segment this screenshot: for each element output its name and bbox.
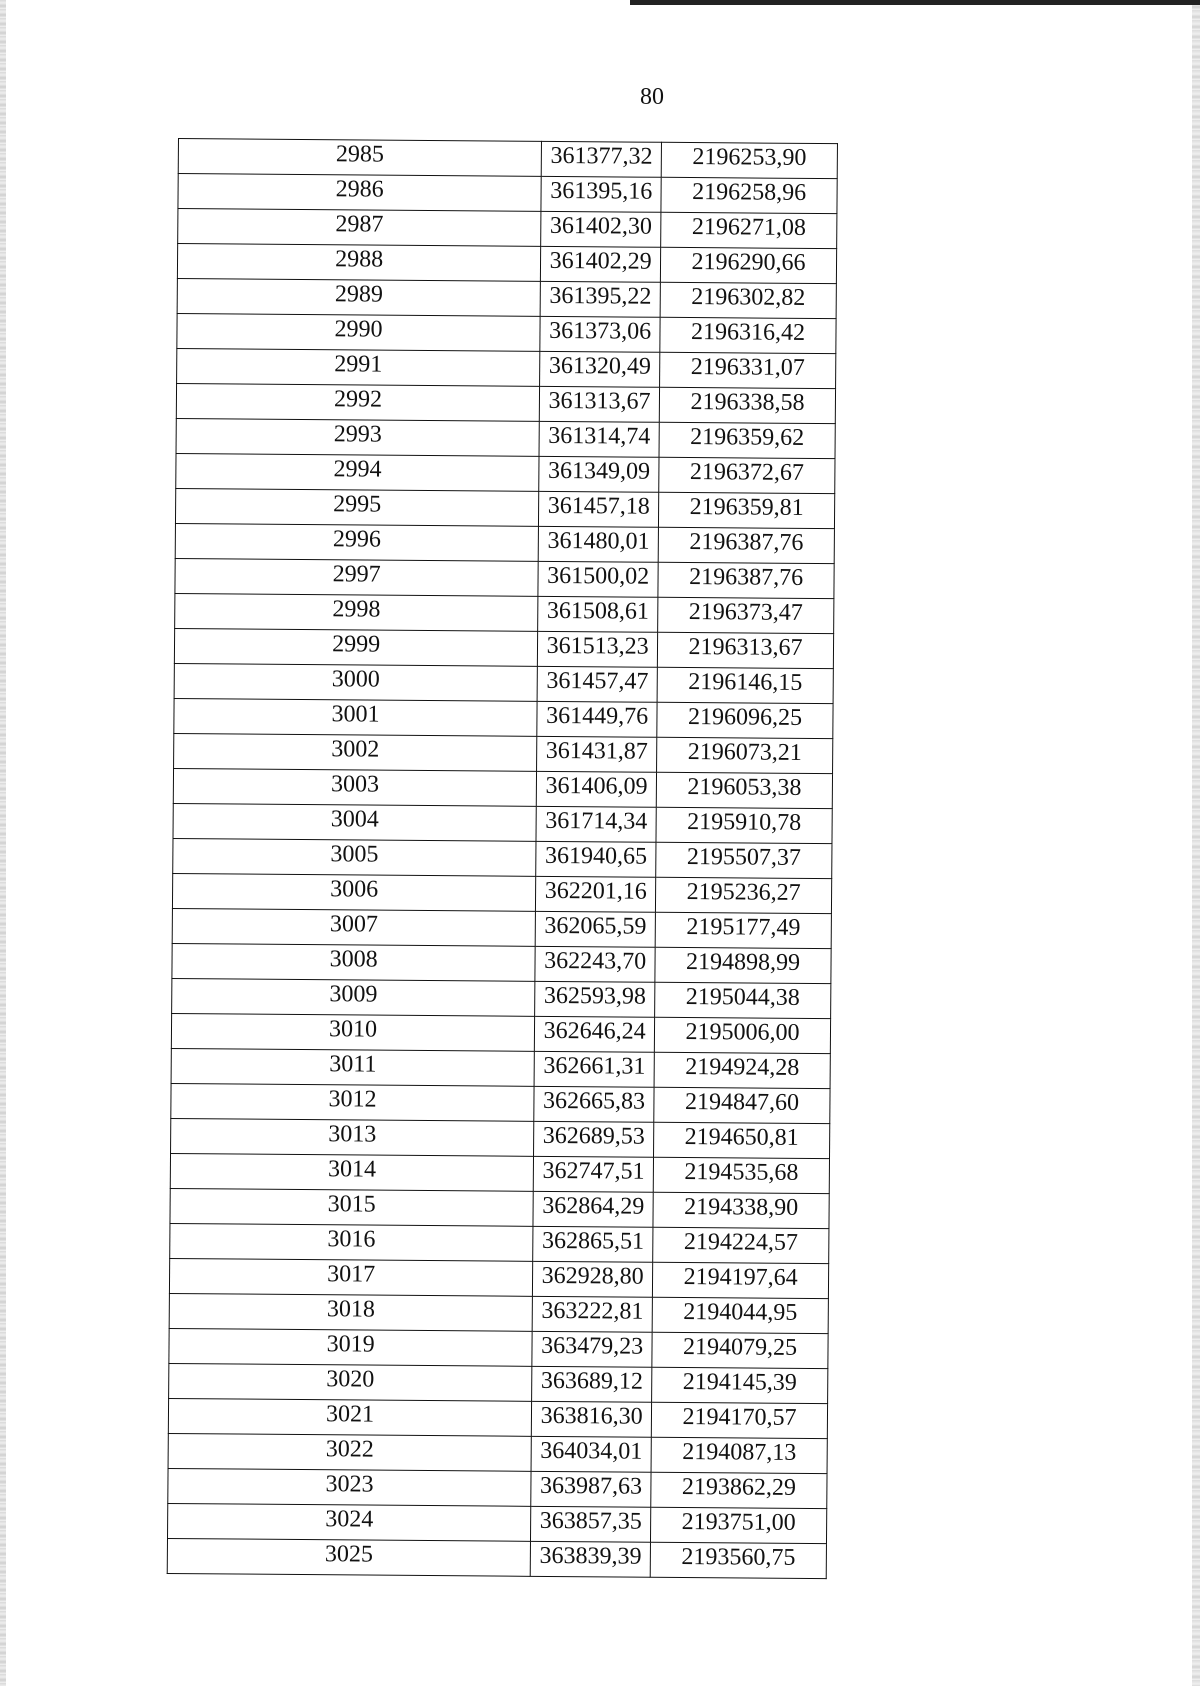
y-coordinate-cell: 2194338,90: [653, 1192, 829, 1228]
x-coordinate-cell: 362747,51: [533, 1156, 653, 1192]
y-coordinate-cell: 2196073,21: [657, 737, 833, 773]
x-coordinate-cell: 361940,65: [536, 841, 656, 877]
x-coordinate-cell: 362661,31: [534, 1051, 654, 1087]
point-number-cell: 3003: [173, 768, 536, 806]
point-number-cell: 3023: [168, 1468, 531, 1506]
y-coordinate-cell: 2195236,27: [656, 877, 832, 913]
x-coordinate-cell: 362864,29: [533, 1191, 653, 1227]
point-number-cell: 3001: [174, 698, 537, 736]
table-row: [169, 1293, 828, 1333]
table-row: [177, 313, 836, 353]
table-row: [167, 1538, 826, 1578]
x-coordinate-cell: 362201,16: [536, 876, 656, 912]
table-row: [169, 1363, 828, 1403]
x-coordinate-cell: 361714,34: [536, 806, 656, 842]
x-coordinate-cell: 362646,24: [535, 1016, 655, 1052]
y-coordinate-cell: 2196313,67: [657, 632, 833, 668]
point-number-cell: 3017: [169, 1258, 532, 1296]
x-coordinate-cell: 361395,16: [541, 176, 661, 212]
y-coordinate-cell: 2196387,76: [658, 562, 834, 598]
x-coordinate-cell: 361480,01: [538, 526, 658, 562]
y-coordinate-cell: 2194044,95: [652, 1297, 828, 1333]
point-number-cell: 3024: [168, 1503, 531, 1541]
y-coordinate-cell: 2194924,28: [654, 1052, 830, 1088]
y-coordinate-cell: 2193560,75: [650, 1542, 826, 1578]
point-number-cell: 2985: [178, 139, 541, 177]
table-row: [178, 139, 837, 179]
point-number-cell: 3012: [171, 1083, 534, 1121]
x-coordinate-cell: 361449,76: [537, 701, 657, 737]
point-number-cell: 3000: [174, 663, 537, 701]
table-row: [176, 383, 835, 423]
y-coordinate-cell: 2196271,08: [661, 212, 837, 248]
table-row: [176, 453, 835, 493]
point-number-cell: 2989: [177, 278, 540, 316]
point-number-cell: 2994: [176, 453, 539, 491]
point-number-cell: 3015: [170, 1188, 533, 1226]
y-coordinate-cell: 2194170,57: [651, 1402, 827, 1438]
table-row: [172, 873, 831, 913]
y-coordinate-cell: 2194079,25: [652, 1332, 828, 1368]
y-coordinate-cell: 2196316,42: [660, 317, 836, 353]
table-row: [169, 1328, 828, 1368]
table-row: [178, 209, 837, 249]
scan-top-bar: [630, 0, 1200, 5]
point-number-cell: 2998: [175, 593, 538, 631]
scan-edge-right: [1192, 0, 1200, 1686]
x-coordinate-cell: 361457,18: [539, 491, 659, 527]
x-coordinate-cell: 361373,06: [540, 316, 660, 352]
y-coordinate-cell: 2196387,76: [658, 527, 834, 563]
point-number-cell: 3006: [172, 873, 535, 911]
table-row: [170, 1223, 829, 1263]
x-coordinate-cell: 363857,35: [531, 1506, 651, 1542]
point-number-cell: 3011: [171, 1048, 534, 1086]
y-coordinate-cell: 2194087,13: [651, 1437, 827, 1473]
table-row: [173, 803, 832, 843]
y-coordinate-cell: 2196359,81: [659, 492, 835, 528]
y-coordinate-cell: 2195177,49: [655, 912, 831, 948]
point-number-cell: 3019: [169, 1328, 532, 1366]
x-coordinate-cell: 363816,30: [532, 1401, 652, 1437]
point-number-cell: 3010: [171, 1013, 534, 1051]
point-number-cell: 3016: [170, 1223, 533, 1261]
x-coordinate-cell: 361513,23: [538, 631, 658, 667]
y-coordinate-cell: 2196053,38: [656, 772, 832, 808]
table-row: [178, 174, 837, 214]
y-coordinate-cell: 2196096,25: [657, 702, 833, 738]
point-number-cell: 2997: [175, 558, 538, 596]
table-row: [171, 1083, 830, 1123]
point-number-cell: 2996: [175, 523, 538, 561]
x-coordinate-cell: 362689,53: [534, 1121, 654, 1157]
y-coordinate-cell: 2195044,38: [655, 982, 831, 1018]
table-row: [175, 558, 834, 598]
coordinates-table: [167, 138, 838, 1579]
coordinates-table-body: [167, 139, 837, 1579]
x-coordinate-cell: 362928,80: [533, 1261, 653, 1297]
scan-edge-left: [0, 0, 6, 1686]
y-coordinate-cell: 2196253,90: [661, 142, 837, 178]
x-coordinate-cell: 363222,81: [532, 1296, 652, 1332]
table-row: [174, 663, 833, 703]
y-coordinate-cell: 2195507,37: [656, 842, 832, 878]
point-number-cell: 3025: [167, 1538, 530, 1576]
table-row: [169, 1258, 828, 1298]
point-number-cell: 3009: [172, 978, 535, 1016]
x-coordinate-cell: 363479,23: [532, 1331, 652, 1367]
y-coordinate-cell: 2196302,82: [660, 282, 836, 318]
y-coordinate-cell: 2194650,81: [654, 1122, 830, 1158]
y-coordinate-cell: 2194847,60: [654, 1087, 830, 1123]
x-coordinate-cell: 361349,09: [539, 456, 659, 492]
y-coordinate-cell: 2196290,66: [661, 247, 837, 283]
y-coordinate-cell: 2195910,78: [656, 807, 832, 843]
point-number-cell: 2993: [176, 418, 539, 456]
point-number-cell: 2995: [175, 488, 538, 526]
table-row: [174, 733, 833, 773]
table-row: [171, 1013, 830, 1053]
point-number-cell: 3004: [173, 803, 536, 841]
x-coordinate-cell: 361320,49: [540, 351, 660, 387]
table-row: [175, 593, 834, 633]
x-coordinate-cell: 361500,02: [538, 561, 658, 597]
table-row: [168, 1398, 827, 1438]
point-number-cell: 3020: [169, 1363, 532, 1401]
table-row: [172, 978, 831, 1018]
table-row: [172, 908, 831, 948]
point-number-cell: 3014: [170, 1153, 533, 1191]
table-row: [172, 943, 831, 983]
y-coordinate-cell: 2194535,68: [653, 1157, 829, 1193]
x-coordinate-cell: 361402,29: [541, 246, 661, 282]
table-row: [176, 418, 835, 458]
point-number-cell: 2987: [178, 209, 541, 247]
point-number-cell: 3022: [168, 1433, 531, 1471]
table-row: [177, 348, 836, 388]
y-coordinate-cell: 2196258,96: [661, 177, 837, 213]
point-number-cell: 2991: [177, 348, 540, 386]
x-coordinate-cell: 362593,98: [535, 981, 655, 1017]
x-coordinate-cell: 361508,61: [538, 596, 658, 632]
y-coordinate-cell: 2193862,29: [651, 1472, 827, 1508]
point-number-cell: 3008: [172, 943, 535, 981]
y-coordinate-cell: 2194898,99: [655, 947, 831, 983]
x-coordinate-cell: 361402,30: [541, 211, 661, 247]
x-coordinate-cell: 362243,70: [535, 946, 655, 982]
y-coordinate-cell: 2196372,67: [659, 457, 835, 493]
table-row: [173, 768, 832, 808]
point-number-cell: 2992: [176, 383, 539, 421]
x-coordinate-cell: 361457,47: [537, 666, 657, 702]
point-number-cell: 3002: [174, 733, 537, 771]
table-row: [168, 1503, 827, 1543]
y-coordinate-cell: 2196338,58: [659, 387, 835, 423]
x-coordinate-cell: 362065,59: [535, 911, 655, 947]
table-row: [170, 1188, 829, 1228]
x-coordinate-cell: 363689,12: [532, 1366, 652, 1402]
y-coordinate-cell: 2194197,64: [653, 1262, 829, 1298]
table-row: [171, 1048, 830, 1088]
point-number-cell: 3005: [173, 838, 536, 876]
page-number: 80: [640, 84, 664, 110]
point-number-cell: 3007: [172, 908, 535, 946]
x-coordinate-cell: 362665,83: [534, 1086, 654, 1122]
point-number-cell: 2999: [174, 628, 537, 666]
y-coordinate-cell: 2194145,39: [652, 1367, 828, 1403]
x-coordinate-cell: 361313,67: [539, 386, 659, 422]
table-row: [174, 628, 833, 668]
table-row: [171, 1118, 830, 1158]
table-row: [170, 1153, 829, 1193]
point-number-cell: 2988: [177, 244, 540, 282]
point-number-cell: 2986: [178, 174, 541, 212]
x-coordinate-cell: 361431,87: [537, 736, 657, 772]
y-coordinate-cell: 2195006,00: [654, 1017, 830, 1053]
x-coordinate-cell: 361406,09: [536, 771, 656, 807]
point-number-cell: 2990: [177, 313, 540, 351]
x-coordinate-cell: 362865,51: [533, 1226, 653, 1262]
y-coordinate-cell: 2196146,15: [657, 667, 833, 703]
x-coordinate-cell: 363987,63: [531, 1471, 651, 1507]
table-row: [177, 244, 836, 284]
y-coordinate-cell: 2196331,07: [660, 352, 836, 388]
y-coordinate-cell: 2196359,62: [659, 422, 835, 458]
point-number-cell: 3018: [169, 1293, 532, 1331]
x-coordinate-cell: 361377,32: [541, 141, 661, 177]
table-row: [168, 1468, 827, 1508]
table-row: [177, 278, 836, 318]
table-row: [173, 838, 832, 878]
x-coordinate-cell: 364034,01: [531, 1436, 651, 1472]
x-coordinate-cell: 361314,74: [539, 421, 659, 457]
table-row: [174, 698, 833, 738]
point-number-cell: 3013: [171, 1118, 534, 1156]
x-coordinate-cell: 363839,39: [530, 1541, 650, 1577]
point-number-cell: 3021: [168, 1398, 531, 1436]
y-coordinate-cell: 2196373,47: [658, 597, 834, 633]
y-coordinate-cell: 2194224,57: [653, 1227, 829, 1263]
x-coordinate-cell: 361395,22: [540, 281, 660, 317]
table-row: [175, 523, 834, 563]
table-row: [168, 1433, 827, 1473]
table-row: [175, 488, 834, 528]
y-coordinate-cell: 2193751,00: [651, 1507, 827, 1543]
